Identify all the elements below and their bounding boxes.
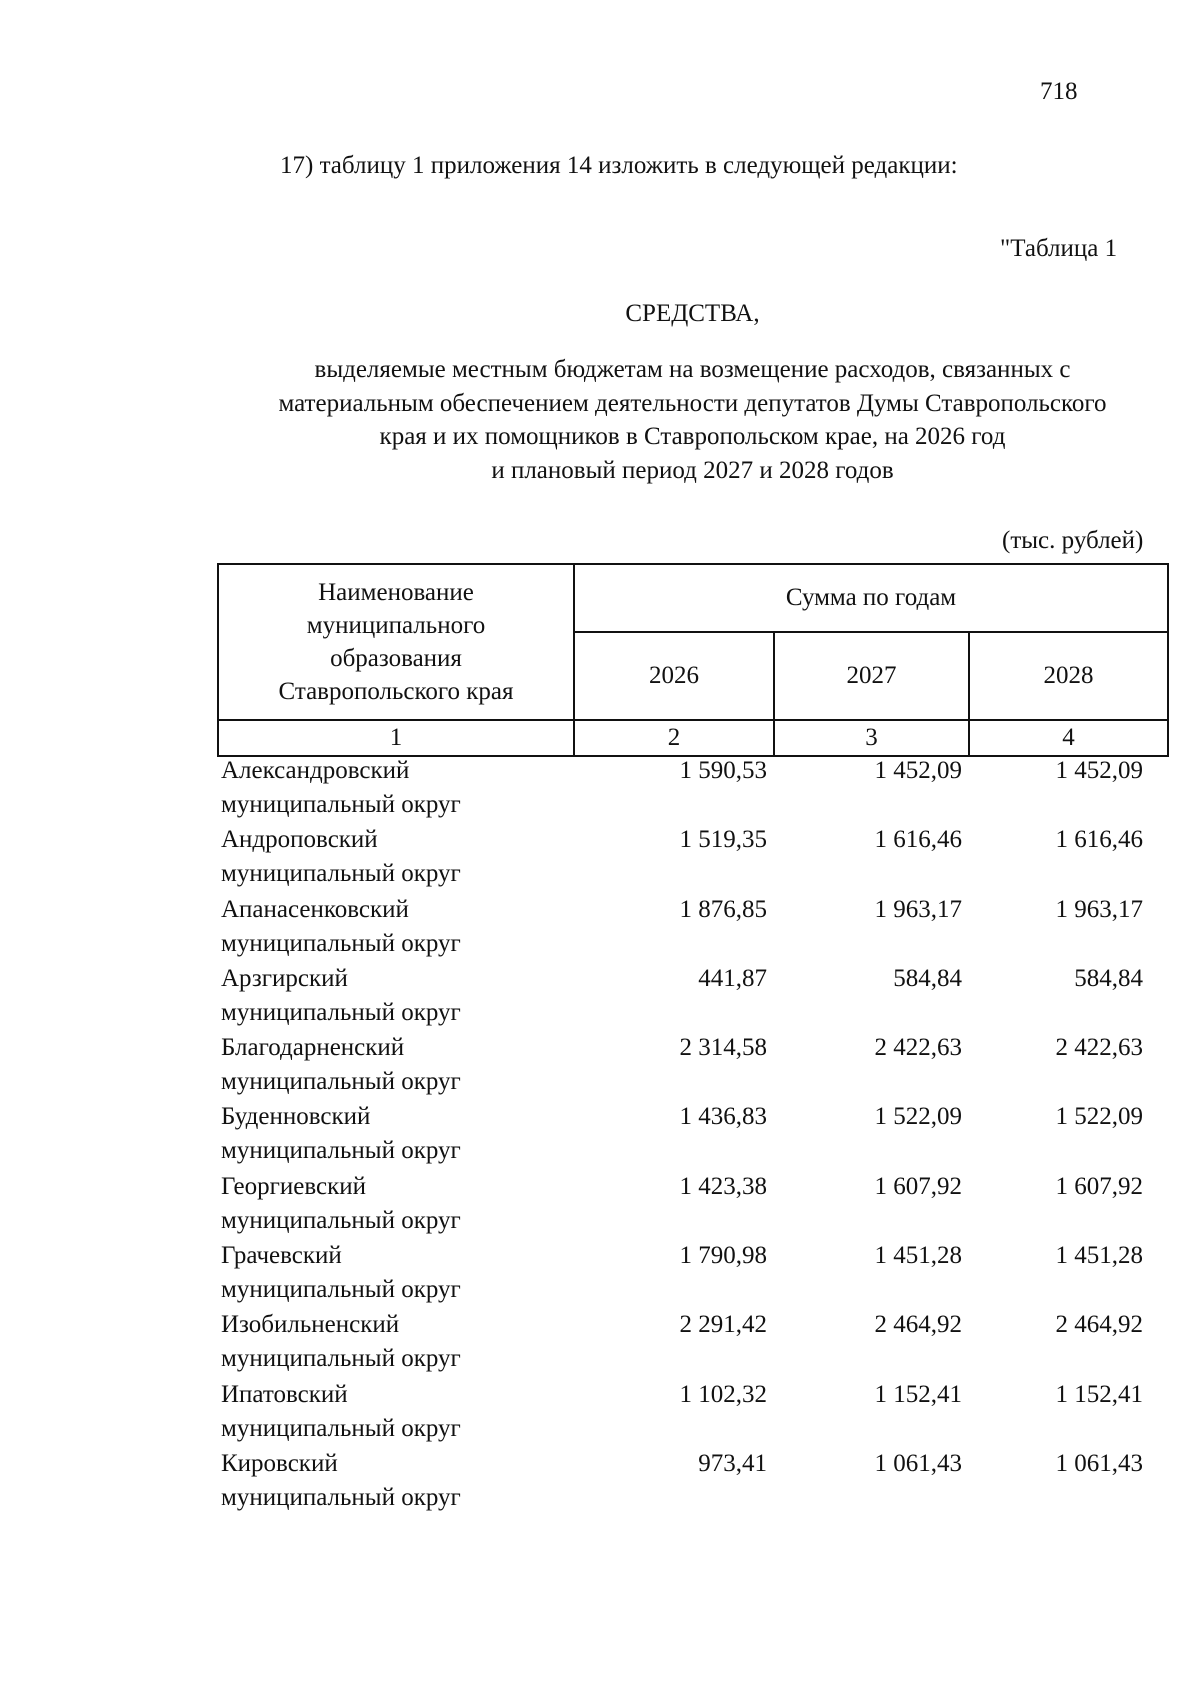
municipality-title: Андроповский: [221, 826, 378, 854]
document-title: СРЕДСТВА,: [625, 300, 760, 327]
units-label: (тыс. рублей): [1002, 527, 1144, 554]
municipality-title: Александровский: [221, 757, 410, 784]
value-2027: 2 422,63: [874, 1034, 962, 1062]
header-name-line: Ставропольского края: [278, 678, 514, 705]
value-2028: 584,84: [1074, 964, 1143, 992]
value-2026: 1 423,38: [679, 1172, 767, 1200]
municipality-type: муниципальный округ: [221, 1206, 461, 1234]
table-row: [221, 1308, 1146, 1377]
table-header: [217, 563, 1169, 757]
value-2028: 1 061,43: [1055, 1449, 1143, 1477]
value-2026: 1 102,32: [679, 1380, 767, 1408]
municipality-type: муниципальный округ: [221, 1137, 461, 1165]
municipality-title: Георгиевский: [221, 1172, 367, 1200]
subtitle-line: материальным обеспечением деятельности депутатов Думы Ставропольского: [278, 389, 1107, 417]
value-2028: 1 452,09: [1055, 757, 1143, 784]
municipality-title: Ипатовский: [221, 1380, 348, 1408]
value-2028: 1 616,46: [1055, 826, 1143, 854]
value-2027: 1 061,43: [874, 1449, 962, 1477]
value-2027: 1 451,28: [874, 1242, 962, 1270]
value-2026: 1 876,85: [679, 895, 767, 923]
column-number: 1: [218, 720, 574, 756]
value-2027: 584,84: [893, 964, 962, 992]
municipality-name: [221, 1100, 561, 1168]
municipality-title: Буденновский: [221, 1103, 371, 1131]
subtitle-line: и плановый период 2027 и 2028 годов: [491, 456, 894, 484]
value-2026: 1 790,98: [679, 1242, 767, 1270]
municipality-name: [221, 1031, 561, 1099]
value-2026: 1 436,83: [679, 1103, 767, 1131]
municipality-name: [221, 1239, 561, 1307]
header-sum-by-years: Сумма по годам: [574, 564, 1168, 632]
header-year-2026: 2026: [574, 632, 774, 720]
table-row: [221, 1031, 1146, 1100]
value-2028: 1 607,92: [1055, 1172, 1143, 1200]
municipality-title: Кировский: [221, 1449, 338, 1477]
document-subtitle: [200, 353, 1185, 487]
subtitle-line: края и их помощников в Ставропольском крае, на 2026 год: [379, 423, 1006, 450]
value-2028: 1 152,41: [1055, 1380, 1143, 1408]
municipality-type: муниципальный округ: [221, 1345, 461, 1373]
municipality-title: Апанасенковский: [221, 895, 409, 923]
table-row: [221, 893, 1146, 962]
column-number: 2: [574, 720, 774, 756]
page-number: 718: [1040, 78, 1078, 105]
municipality-name: [221, 893, 561, 961]
value-2026: 1 590,53: [679, 757, 767, 784]
header-name-line: образования: [330, 645, 462, 672]
header-name-line: муниципального: [306, 612, 486, 639]
municipality-name: [221, 1378, 561, 1446]
value-2027: 1 963,17: [874, 895, 962, 923]
table-body: [221, 754, 1146, 1516]
municipality-name: [221, 1447, 561, 1515]
municipality-type: муниципальный округ: [221, 1483, 461, 1511]
municipality-name: [221, 823, 561, 891]
municipality-type: муниципальный округ: [221, 1276, 461, 1304]
municipality-type: муниципальный округ: [221, 1068, 461, 1096]
column-number: 3: [774, 720, 969, 756]
municipality-type: муниципальный округ: [221, 929, 461, 957]
municipality-type: муниципальный округ: [221, 791, 461, 818]
table-row: [221, 1239, 1146, 1308]
municipality-title: Благодарненский: [221, 1034, 405, 1062]
municipality-title: Изобильненский: [221, 1311, 400, 1339]
municipality-type: муниципальный округ: [221, 1414, 461, 1442]
value-2027: 1 607,92: [874, 1172, 962, 1200]
table-row: [221, 1447, 1146, 1516]
municipality-name: [221, 962, 561, 1030]
municipality-name: [221, 754, 561, 822]
subtitle-line: выделяемые местным бюджетам на возмещение расходов, связанных с: [314, 356, 1071, 383]
table-row: [221, 1100, 1146, 1169]
municipality-type: муниципальный округ: [221, 998, 461, 1026]
value-2026: 1 519,35: [679, 826, 767, 854]
value-2028: 2 464,92: [1055, 1311, 1143, 1339]
value-2028: 2 422,63: [1055, 1034, 1143, 1062]
header-year-2028: 2028: [969, 632, 1168, 720]
table-row: [221, 754, 1146, 823]
value-2026: 2 314,58: [679, 1034, 767, 1062]
municipality-title: Грачевский: [221, 1242, 342, 1270]
municipality-title: Арзгирский: [221, 964, 348, 992]
municipality-type: муниципальный округ: [221, 860, 461, 888]
value-2028: 1 451,28: [1055, 1242, 1143, 1270]
value-2027: 1 522,09: [874, 1103, 962, 1131]
value-2028: 1 963,17: [1055, 895, 1143, 923]
column-number: 4: [969, 720, 1168, 756]
intro-paragraph: 17) таблицу 1 приложения 14 изложить в следующей редакции:: [280, 152, 958, 179]
value-2027: 1 152,41: [874, 1380, 962, 1408]
value-2026: 973,41: [698, 1449, 767, 1477]
municipality-name: [221, 1308, 561, 1376]
value-2026: 441,87: [698, 964, 767, 992]
header-municipality-name: [218, 564, 574, 720]
municipality-name: [221, 1170, 561, 1238]
table-row: [221, 1170, 1146, 1239]
table-row: [221, 1378, 1146, 1447]
header-name-line: Наименование: [318, 579, 474, 606]
value-2026: 2 291,42: [679, 1311, 767, 1339]
value-2028: 1 522,09: [1055, 1103, 1143, 1131]
value-2027: 1 616,46: [874, 826, 962, 854]
header-year-2027: 2027: [774, 632, 969, 720]
table-row: [221, 823, 1146, 892]
table-row: [221, 962, 1146, 1031]
value-2027: 1 452,09: [874, 757, 962, 784]
table-label: "Таблица 1: [1000, 235, 1118, 262]
value-2027: 2 464,92: [874, 1311, 962, 1339]
